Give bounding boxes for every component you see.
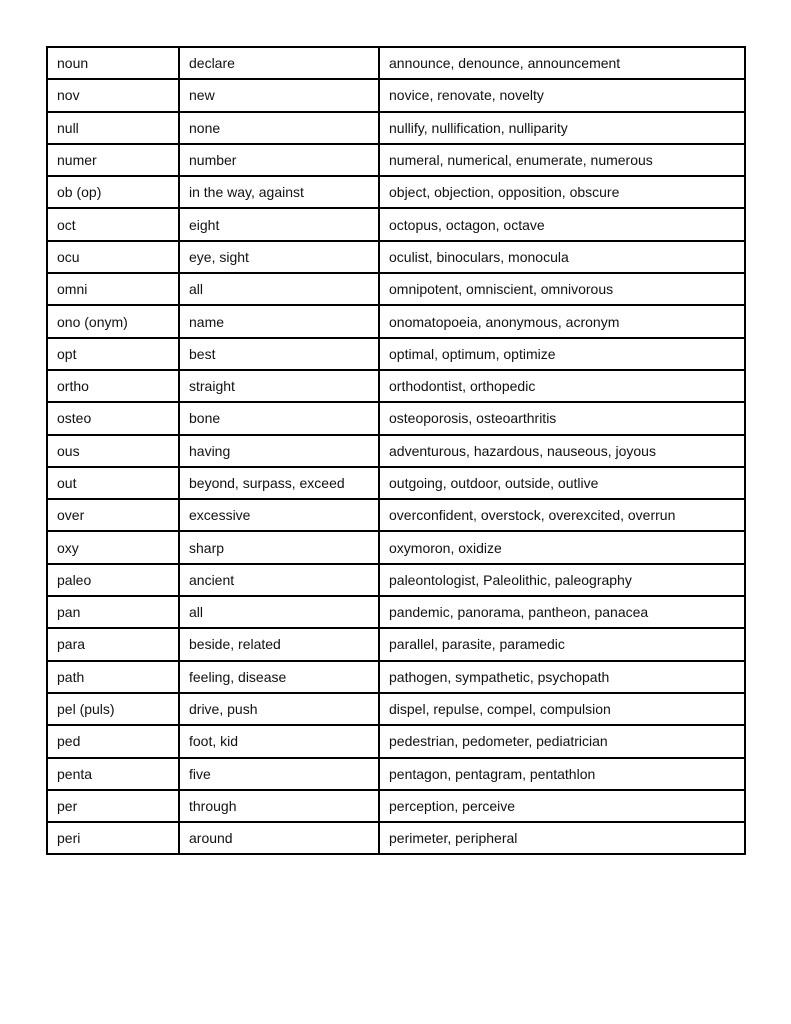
root-cell: penta (47, 758, 179, 790)
table-row (47, 661, 745, 693)
root-cell: ono (onym) (47, 305, 179, 337)
root-cell: path (47, 661, 179, 693)
root-cell: opt (47, 338, 179, 370)
table-row (47, 208, 745, 240)
meaning-cell: through (179, 790, 379, 822)
root-cell: paleo (47, 564, 179, 596)
table-row (47, 499, 745, 531)
root-cell: para (47, 628, 179, 660)
examples-cell: oculist, binoculars, monocula (379, 241, 745, 273)
root-cell: numer (47, 144, 179, 176)
root-cell: out (47, 467, 179, 499)
examples-cell: parallel, parasite, paramedic (379, 628, 745, 660)
root-cell: per (47, 790, 179, 822)
root-cell: omni (47, 273, 179, 305)
examples-cell: optimal, optimum, optimize (379, 338, 745, 370)
examples-cell: nullify, nullification, nulliparity (379, 112, 745, 144)
table-row (47, 596, 745, 628)
examples-cell: pentagon, pentagram, pentathlon (379, 758, 745, 790)
meaning-cell: sharp (179, 531, 379, 563)
examples-cell: outgoing, outdoor, outside, outlive (379, 467, 745, 499)
table-row (47, 435, 745, 467)
table-row (47, 47, 745, 79)
table-row (47, 176, 745, 208)
meaning-cell: ancient (179, 564, 379, 596)
root-cell: ped (47, 725, 179, 757)
root-cell: ocu (47, 241, 179, 273)
table-row (47, 370, 745, 402)
meaning-cell: in the way, against (179, 176, 379, 208)
table-row (47, 758, 745, 790)
root-cell: ob (op) (47, 176, 179, 208)
table-row (47, 790, 745, 822)
root-cell: noun (47, 47, 179, 79)
word-roots-table (46, 46, 746, 855)
examples-cell: pedestrian, pedometer, pediatrician (379, 725, 745, 757)
table-row (47, 531, 745, 563)
meaning-cell: foot, kid (179, 725, 379, 757)
meaning-cell: all (179, 273, 379, 305)
meaning-cell: eight (179, 208, 379, 240)
root-cell: over (47, 499, 179, 531)
examples-cell: oxymoron, oxidize (379, 531, 745, 563)
meaning-cell: name (179, 305, 379, 337)
meaning-cell: excessive (179, 499, 379, 531)
examples-cell: numeral, numerical, enumerate, numerous (379, 144, 745, 176)
word-roots-table-body (47, 47, 745, 854)
meaning-cell: new (179, 79, 379, 111)
examples-cell: adventurous, hazardous, nauseous, joyous (379, 435, 745, 467)
examples-cell: overconfident, overstock, overexcited, overrun (379, 499, 745, 531)
root-cell: oct (47, 208, 179, 240)
examples-cell: perception, perceive (379, 790, 745, 822)
examples-cell: onomatopoeia, anonymous, acronym (379, 305, 745, 337)
examples-cell: perimeter, peripheral (379, 822, 745, 854)
table-row (47, 402, 745, 434)
root-cell: nov (47, 79, 179, 111)
examples-cell: announce, denounce, announcement (379, 47, 745, 79)
examples-cell: osteoporosis, osteoarthritis (379, 402, 745, 434)
meaning-cell: eye, sight (179, 241, 379, 273)
table-row (47, 628, 745, 660)
meaning-cell: having (179, 435, 379, 467)
examples-cell: omnipotent, omniscient, omnivorous (379, 273, 745, 305)
table-row (47, 467, 745, 499)
root-cell: pan (47, 596, 179, 628)
table-row (47, 725, 745, 757)
examples-cell: orthodontist, orthopedic (379, 370, 745, 402)
table-row (47, 112, 745, 144)
meaning-cell: best (179, 338, 379, 370)
table-row (47, 305, 745, 337)
meaning-cell: bone (179, 402, 379, 434)
meaning-cell: drive, push (179, 693, 379, 725)
meaning-cell: none (179, 112, 379, 144)
table-row (47, 693, 745, 725)
examples-cell: octopus, octagon, octave (379, 208, 745, 240)
root-cell: pel (puls) (47, 693, 179, 725)
root-cell: oxy (47, 531, 179, 563)
meaning-cell: declare (179, 47, 379, 79)
examples-cell: pandemic, panorama, pantheon, panacea (379, 596, 745, 628)
root-cell: null (47, 112, 179, 144)
table-row (47, 273, 745, 305)
meaning-cell: beyond, surpass, exceed (179, 467, 379, 499)
table-row (47, 241, 745, 273)
examples-cell: pathogen, sympathetic, psychopath (379, 661, 745, 693)
root-cell: peri (47, 822, 179, 854)
table-row (47, 79, 745, 111)
examples-cell: dispel, repulse, compel, compulsion (379, 693, 745, 725)
meaning-cell: beside, related (179, 628, 379, 660)
examples-cell: novice, renovate, novelty (379, 79, 745, 111)
root-cell: ortho (47, 370, 179, 402)
examples-cell: object, objection, opposition, obscure (379, 176, 745, 208)
root-cell: osteo (47, 402, 179, 434)
table-row (47, 338, 745, 370)
meaning-cell: feeling, disease (179, 661, 379, 693)
meaning-cell: all (179, 596, 379, 628)
table-row (47, 564, 745, 596)
examples-cell: paleontologist, Paleolithic, paleography (379, 564, 745, 596)
root-cell: ous (47, 435, 179, 467)
meaning-cell: straight (179, 370, 379, 402)
table-row (47, 144, 745, 176)
meaning-cell: number (179, 144, 379, 176)
table-row (47, 822, 745, 854)
meaning-cell: around (179, 822, 379, 854)
meaning-cell: five (179, 758, 379, 790)
